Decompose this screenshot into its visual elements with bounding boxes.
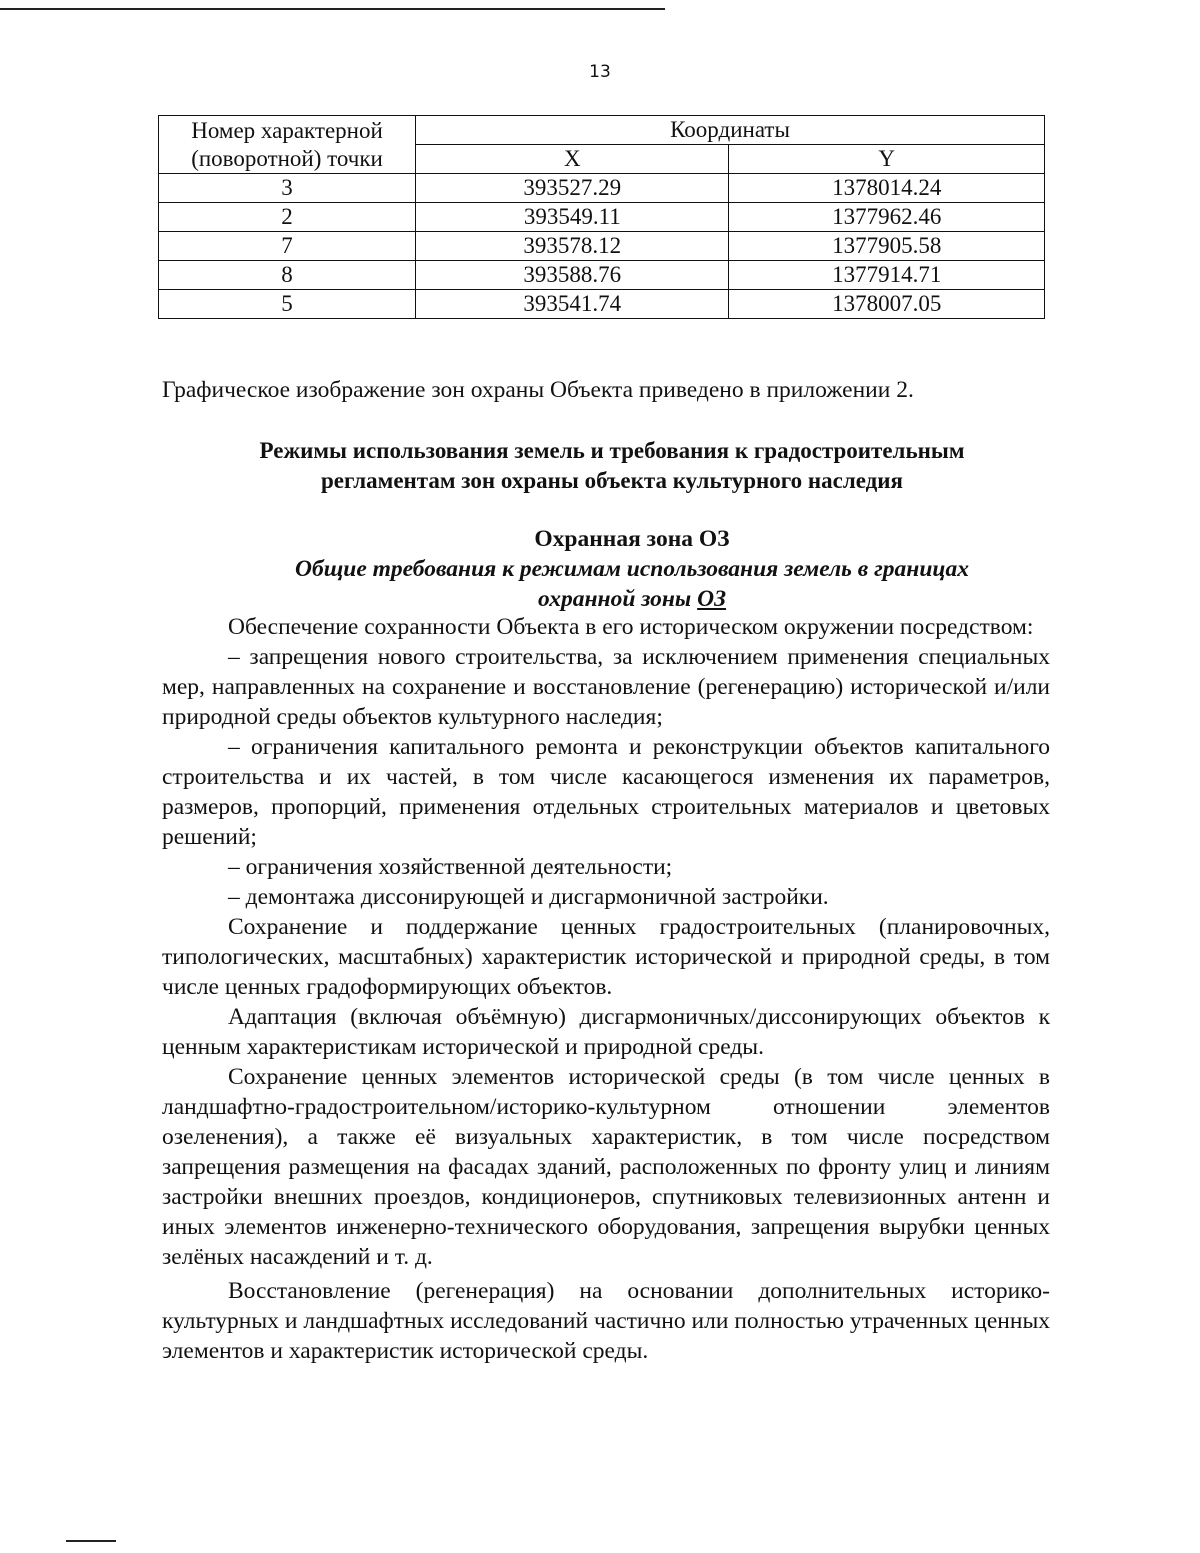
cell-point: 5 <box>159 290 416 319</box>
header-coordinates: Координаты <box>416 116 1045 145</box>
list-item: – ограничения капитального ремонта и реконструкции объектов капитального строительства и их частей, в том числе касающегося изменения их параметров, размеров, пропорций, применения отдельных строительных материалов и цветовых решений; <box>162 734 1050 850</box>
graphic-note: Графическое изображение зон охраны Объекта приведено в приложении 2. <box>162 377 914 403</box>
cell-point: 8 <box>159 261 416 290</box>
graphic-note-block <box>162 375 1050 405</box>
coordinates-table <box>158 115 1045 319</box>
table-row <box>159 203 1045 232</box>
cell-x: 393541.74 <box>416 290 729 319</box>
table-row <box>159 290 1045 319</box>
header-x: X <box>416 145 729 174</box>
cell-point: 7 <box>159 232 416 261</box>
list-item: – запрещения нового строительства, за исключением применения специальных мер, направленных на сохранение и восстановление (регенерацию) исторической и/или природной среды объектов культурного наследия; <box>162 644 1050 730</box>
table-row <box>159 261 1045 290</box>
paragraph: Сохранение ценных элементов исторической среды (в том числе ценных в ландшафтно-градостроительном/историко-культурном отношении элементов озеленения), а также её визуальных характеристик, в том числе посредством запрещения размещения на фасадах зданий, расположенных по фронту улиц и линиям застройки внешних проездов, кондиционеров, спутниковых телевизионных антенн и иных элементов инженерно-технического оборудования, запрещения вырубки ценных зелёных насаждений и т. д. <box>162 1064 1050 1270</box>
paragraph: Адаптация (включая объёмную) дисгармоничных/диссонирующих объектов к ценным характеристикам исторической и природной среды. <box>162 1004 1050 1060</box>
zone-heading <box>162 524 1102 614</box>
cell-x: 393549.11 <box>416 203 729 232</box>
page-number: 13 <box>589 62 611 82</box>
cell-point: 3 <box>159 174 416 203</box>
list-item: – демонтажа диссонирующей и дисгармоничной застройки. <box>228 884 829 910</box>
paragraph: Обеспечение сохранности Объекта в его историческом окружении посредством: <box>228 614 1034 640</box>
zone-subtitle-line2 <box>162 584 1102 614</box>
table-header-row <box>159 116 1045 145</box>
body-text <box>162 612 1050 1366</box>
header-point-number-line2: (поворотной) точки <box>191 145 383 171</box>
zone-subtitle-prefix: охранной зоны <box>537 586 698 612</box>
zone-title: Охранная зона ОЗ <box>534 526 730 552</box>
paragraph: Восстановление (регенерация) на основании дополнительных историко-культурных и ландшафтных исследований частично или полностью утраченных ценных элементов и характеристик исторической среды. <box>162 1278 1050 1364</box>
cell-x: 393578.12 <box>416 232 729 261</box>
cell-point: 2 <box>159 203 416 232</box>
cell-y: 1378007.05 <box>729 290 1045 319</box>
cell-y: 1377962.46 <box>729 203 1045 232</box>
section-heading-line2: регламентам зон охраны объекта культурного наследия <box>320 468 904 493</box>
cell-y: 1377905.58 <box>729 232 1045 261</box>
header-point-number-line1: Номер характерной <box>191 117 383 143</box>
section-heading <box>162 436 1062 496</box>
cell-y: 1377914.71 <box>729 261 1045 290</box>
cell-x: 393588.76 <box>416 261 729 290</box>
header-y: Y <box>729 145 1045 174</box>
header-point-number <box>159 116 416 174</box>
cell-x: 393527.29 <box>416 174 729 203</box>
paragraph: Сохранение и поддержание ценных градостроительных (планировочных, типологических, масштабных) характеристик исторической и природной среды, в том числе ценных градоформирующих объектов. <box>162 914 1050 1000</box>
list-item: – ограничения хозяйственной деятельности; <box>228 854 673 880</box>
table-row <box>159 174 1045 203</box>
zone-subtitle-code: ОЗ <box>697 586 727 612</box>
scan-edge-line <box>0 8 665 10</box>
cell-y: 1378014.24 <box>729 174 1045 203</box>
section-heading-line1: Режимы использования земель и требования к градостроительным <box>259 438 965 463</box>
table-row <box>159 232 1045 261</box>
scan-edge-mark <box>66 1540 116 1542</box>
zone-subtitle-line1: Общие требования к режимам использования земель в границах <box>295 556 969 582</box>
